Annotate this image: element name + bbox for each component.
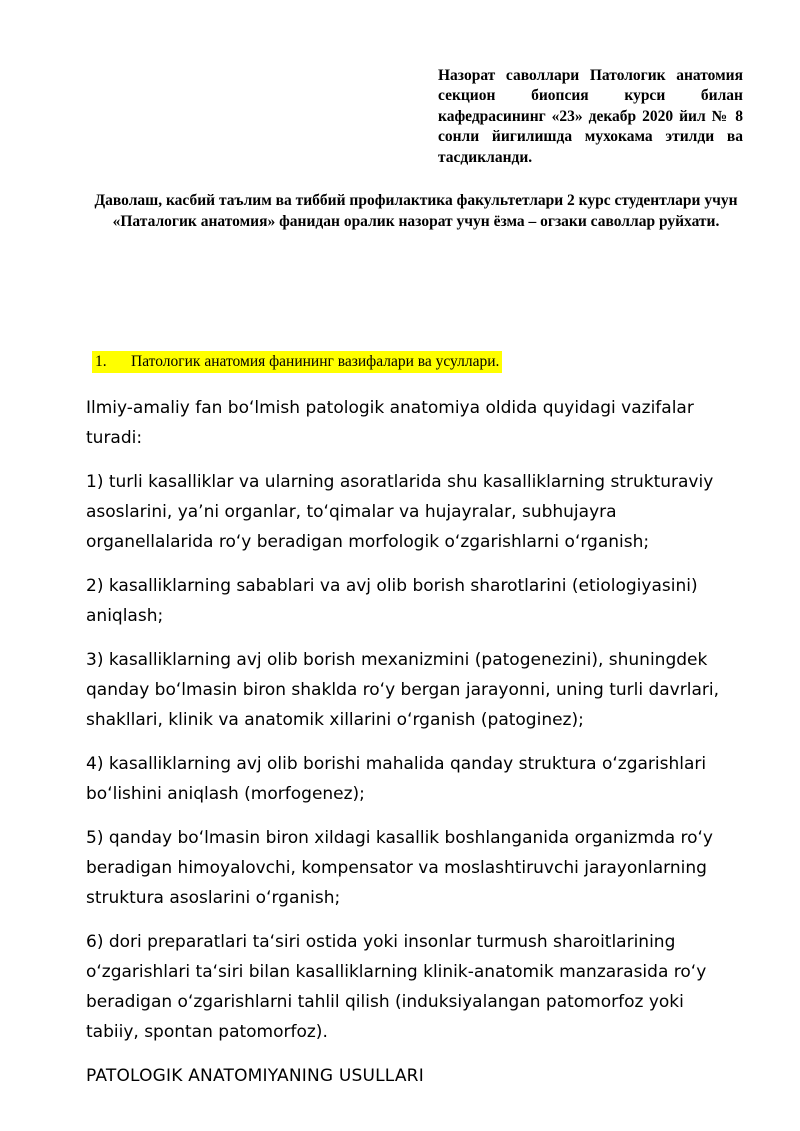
approval-note: Назорат саволлари Патологик анатомия секцион биопсия курси билан кафедрасининг «23» декабр 2020 йил № 8 сонли йигилишда мухокама этилди ва тасдикланди. (438, 67, 743, 166)
question-number: 1. (95, 353, 107, 370)
task-item-1: 1) turli kasalliklar va ularning asoratlarida shu kasalliklarning strukturaviy asoslarini, ya’ni organlar, toʻqimalar va hujayralar, subhujayra organellalarida roʻy beradigan morfologik oʻzgarishlarni oʻrganish; (86, 472, 714, 552)
task-item-2: 2) kasalliklarning sabablari va avj olib borish sharotlarini (etiologiyasini) aniqlash; (86, 576, 698, 626)
question-text: Патологик анатомия фанининг вазифалари ва усуллари. (131, 353, 500, 370)
question-item (92, 351, 502, 373)
answer-intro: Ilmiy-amaliy fan boʻlmish patologik anatomiya oldida quyidagi vazifalar turadi: (86, 398, 694, 448)
document-heading: Даволаш, касбий таълим ва тиббий профилактика факультетлари 2 курс студентлари учун «Паталогик анатомия» фанидан оралик назорат учун ёзма – огзаки саволлар руйхати. (94, 192, 738, 230)
task-item-5: 5) qanday boʻlmasin biron xildagi kasallik boshlanganida organizmda roʻy beradigan himoyalovchi, kompensator va moslashtiruvchi jarayonlarning struktura asoslarini oʻrganish; (86, 828, 713, 908)
task-item-4: 4) kasalliklarning avj olib borishi mahalida qanday struktura oʻzgarishlari boʻlishini aniqlash (morfogenez); (86, 754, 707, 804)
task-item-6: 6) dori preparatlari taʻsiri ostida yoki insonlar turmush sharoitlarining oʻzgarishlari taʻsiri bilan kasalliklarning klinik-anatomik manzarasida roʻy beradigan oʻzgarishlarni tahlil qilish (induksiyalangan patomorfoz yoki tabiiy, spontan patomorfoz). (86, 932, 707, 1042)
task-item-3: 3) kasalliklarning avj olib borish mexanizmini (patogenezini), shuningdek qanday boʻlmasin biron shaklda roʻy bergan jarayonni, uning turli davrlari, shakllari, klinik va anatomik xillarini oʻrganish (patoginez); (86, 650, 719, 730)
section-title: PATOLOGIK ANATOMIYANING USULLARI (86, 1066, 424, 1086)
answer-body (86, 393, 736, 1061)
